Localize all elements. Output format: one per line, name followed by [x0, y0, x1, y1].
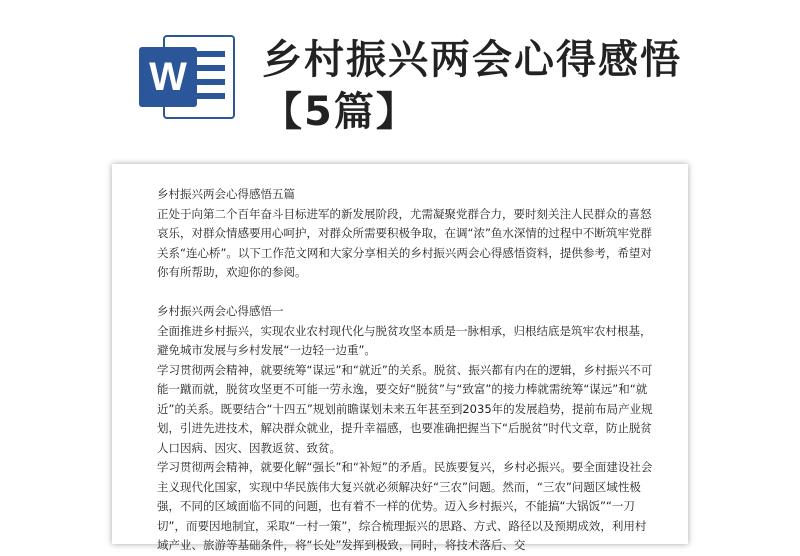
document-heading: 乡村振兴两会心得感悟五篇 — [157, 187, 295, 201]
document-page — [112, 164, 688, 552]
document-header — [0, 0, 800, 170]
document-body — [157, 185, 657, 556]
body-paragraph: 学习贯彻两会精神，就要统筹“谋远”和“就近”的关系。脱贫、振兴都有内在的逻辑，乡村振兴不可能一蹴而就，脱贫攻坚更不可能一劳永逸，要交好“脱贫”与“致富”的接力棒就需统筹“谋远”和“就近”的关系。既要结合“十四五”规划前瞻谋划未来五年甚至到2035年的发展趋势，提前布局产业规划，引进先进技术，解决群众就业，提升幸福感，也要准确把握当下“后脱贫”时代文章，防止脱贫人口因病、因灾、因教返贫、致贫。 — [157, 362, 653, 455]
word-doc-icon — [139, 35, 235, 119]
page-title: 乡村振兴两会心得感悟【5篇】 — [262, 37, 682, 135]
paragraph-spacer — [157, 283, 657, 303]
body-paragraph: 全面推进乡村振兴，实现农业农村现代化与脱贫攻坚本质是一脉相承，归根结底是筑牢农村根基，避免城市发展与乡村发展“一边轻一边重”。 — [157, 323, 652, 357]
word-badge: W — [139, 47, 197, 107]
intro-paragraph: 正处于向第二个百年奋斗目标进军的新发展阶段，尤需凝聚党群合力，要时刻关注人民群众的喜怒哀乐，对群众情感要用心呵护，对群众所需要积极争取，在调“浓”鱼水深情的过程中不断筑牢党群关系“连心桥”。以下工作范文网和大家分享相关的乡村振兴两会心得感悟资料，提供参考，希望对你有所帮助，欢迎你的参阅。 — [157, 206, 652, 279]
section-title: 乡村振兴两会心得感悟一 — [157, 304, 284, 318]
body-paragraph: 学习贯彻两会精神，就要化解“强长”和“补短”的矛盾。民族要复兴，乡村必振兴。要全面建设社会主义现代化国家，实现中华民族伟大复兴就必须解决好“三农”问题。然而，“三农”问题区域性极强，不同的区域面临不同的问题，也有着不一样的优势。迈入乡村振兴，不能搞“大锅饭”“一刀切”，而要因地制宜，采取“一村一策”，综合梳理振兴的思路、方式、路径以及预期成效，利用村域产业、旅游等基础条件，将“长处”发挥到极致，同时，将技术落后、交 — [157, 460, 653, 552]
